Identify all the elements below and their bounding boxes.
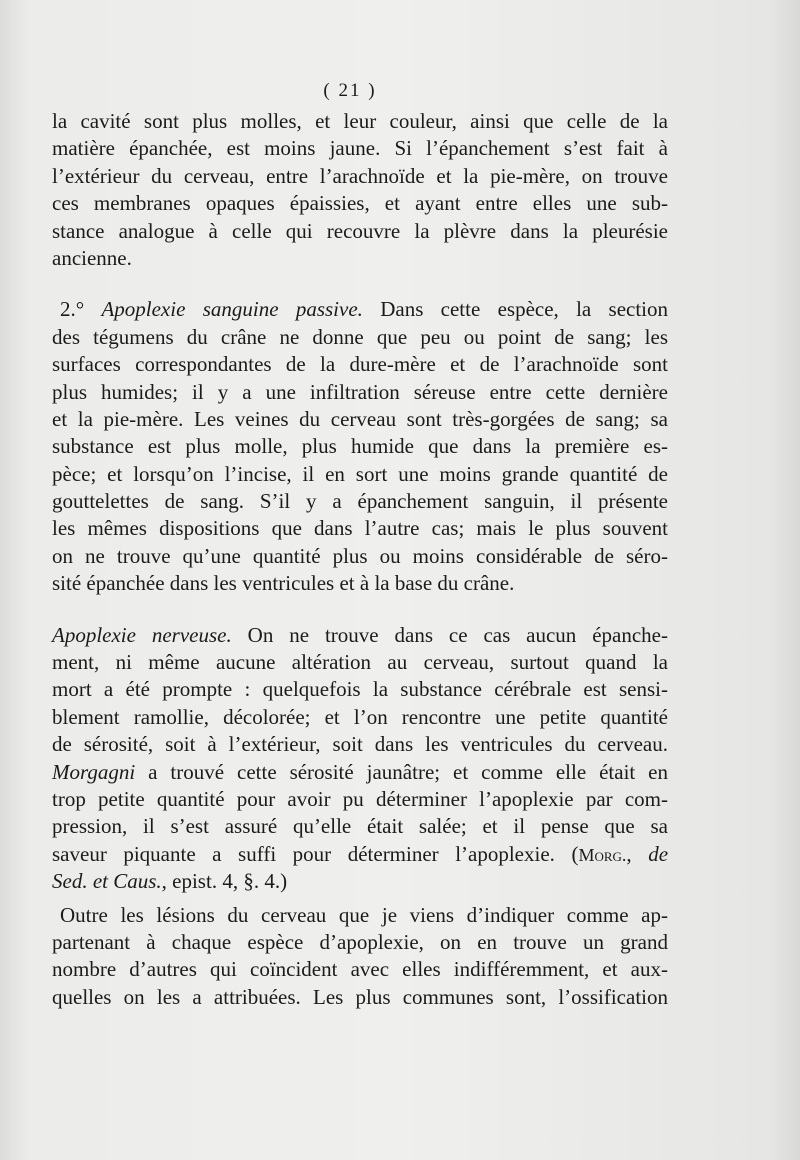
text-line: plus humides; il y a une infiltration séreuse entre cette dernière (52, 379, 668, 404)
text-line: pression, il s’est assuré qu’elle était salée; et il pense que sa (52, 814, 668, 839)
text-line: matière épanchée, est moins jaune. Si l’épanchement s’est fait à (52, 136, 668, 161)
text-line: trop petite quantité pour avoir pu déterminer l’apoplexie par com- (52, 786, 668, 811)
text-line: ces membranes opaques épaissies, et ayant entre elles une sub- (52, 191, 668, 216)
section-number: 2.° (60, 297, 85, 322)
author-name: Morgagni (52, 759, 136, 784)
text-line: pèce; et lorsqu’on l’incise, il en sort une moins grande quantité de (52, 461, 668, 486)
text-line: surfaces correspondantes de la dure-mère et de l’arachnoïde sont (52, 352, 668, 377)
text-line: nombre d’autres qui coïncident avec elles indifféremment, et aux- (52, 957, 668, 982)
text-line: les mêmes dispositions que dans l’autre cas; mais le plus souvent (52, 516, 668, 541)
text-line: gouttelettes de sang. S’il y a épanchement sanguin, il présente (52, 489, 668, 514)
text-line: sité épanchée dans les ventricules et à la base du crâne. (52, 571, 515, 596)
section-heading: Apoplexie nerveuse. (52, 622, 232, 647)
paragraph-1 (52, 108, 668, 272)
text-line: stance analogue à celle qui recouvre la plèvre dans la pleurésie (52, 218, 668, 243)
text-line: saveur piquante a suffi pour déterminer l’apoplexie. (Morg., de (52, 841, 669, 866)
text-line: l’extérieur du cerveau, entre l’arachnoïde et la pie-mère, on trouve (52, 163, 668, 188)
text-line: ment, ni même aucune altération au cerveau, surtout quand la (52, 650, 668, 675)
text-line: partenant à chaque espèce d’apoplexie, on en trouve un grand (52, 929, 668, 954)
text-line: substance est plus molle, plus humide que dans la première es- (52, 434, 668, 459)
text-line: des tégumens du crâne ne donne que peu ou point de sang; les (52, 324, 668, 349)
page-text (52, 108, 668, 1011)
text-line: ancienne. (52, 245, 132, 270)
text-line: on ne trouve qu’une quantité plus ou moins considérable de séro- (52, 543, 668, 568)
text-line: la cavité sont plus molles, et leur couleur, ainsi que celle de la (52, 109, 668, 133)
text-line: blement ramollie, décolorée; et l’on rencontre une petite quantité (52, 704, 668, 729)
text-line: Outre les lésions du cerveau que je viens d’indiquer comme ap- (60, 902, 668, 927)
paragraph-nerveuse (52, 622, 668, 896)
text-line: quelles on les a attribuées. Les plus communes sont, l’ossification (52, 984, 668, 1009)
paragraph-sanguine-passive (52, 296, 668, 597)
text-line: de sérosité, soit à l’extérieur, soit dans les ventricules du cerveau. (52, 732, 668, 757)
page-number: ( 21 ) (323, 80, 377, 101)
text-line: 2.° Apoplexie sanguine passive. Dans cette espèce, la section (60, 297, 669, 322)
paragraph-4 (52, 902, 668, 1012)
text-line: Apoplexie nerveuse. On ne trouve dans ce cas aucun épanche- (52, 622, 668, 647)
text-line: et la pie-mère. Les veines du cerveau sont très-gorgées de sang; sa (52, 406, 668, 431)
section-heading: Apoplexie sanguine passive. (101, 297, 363, 322)
citation-title: Sed. et Caus. (52, 869, 162, 894)
text-line: Sed. et Caus., epist. 4, §. 4.) (52, 869, 288, 894)
text-line: mort a été prompte : quelquefois la substance cérébrale est sensi- (52, 677, 668, 702)
citation-author: Morg. (578, 844, 627, 865)
text-line: Morgagni a trouvé cette sérosité jaunâtre; et comme elle était en (52, 759, 669, 784)
